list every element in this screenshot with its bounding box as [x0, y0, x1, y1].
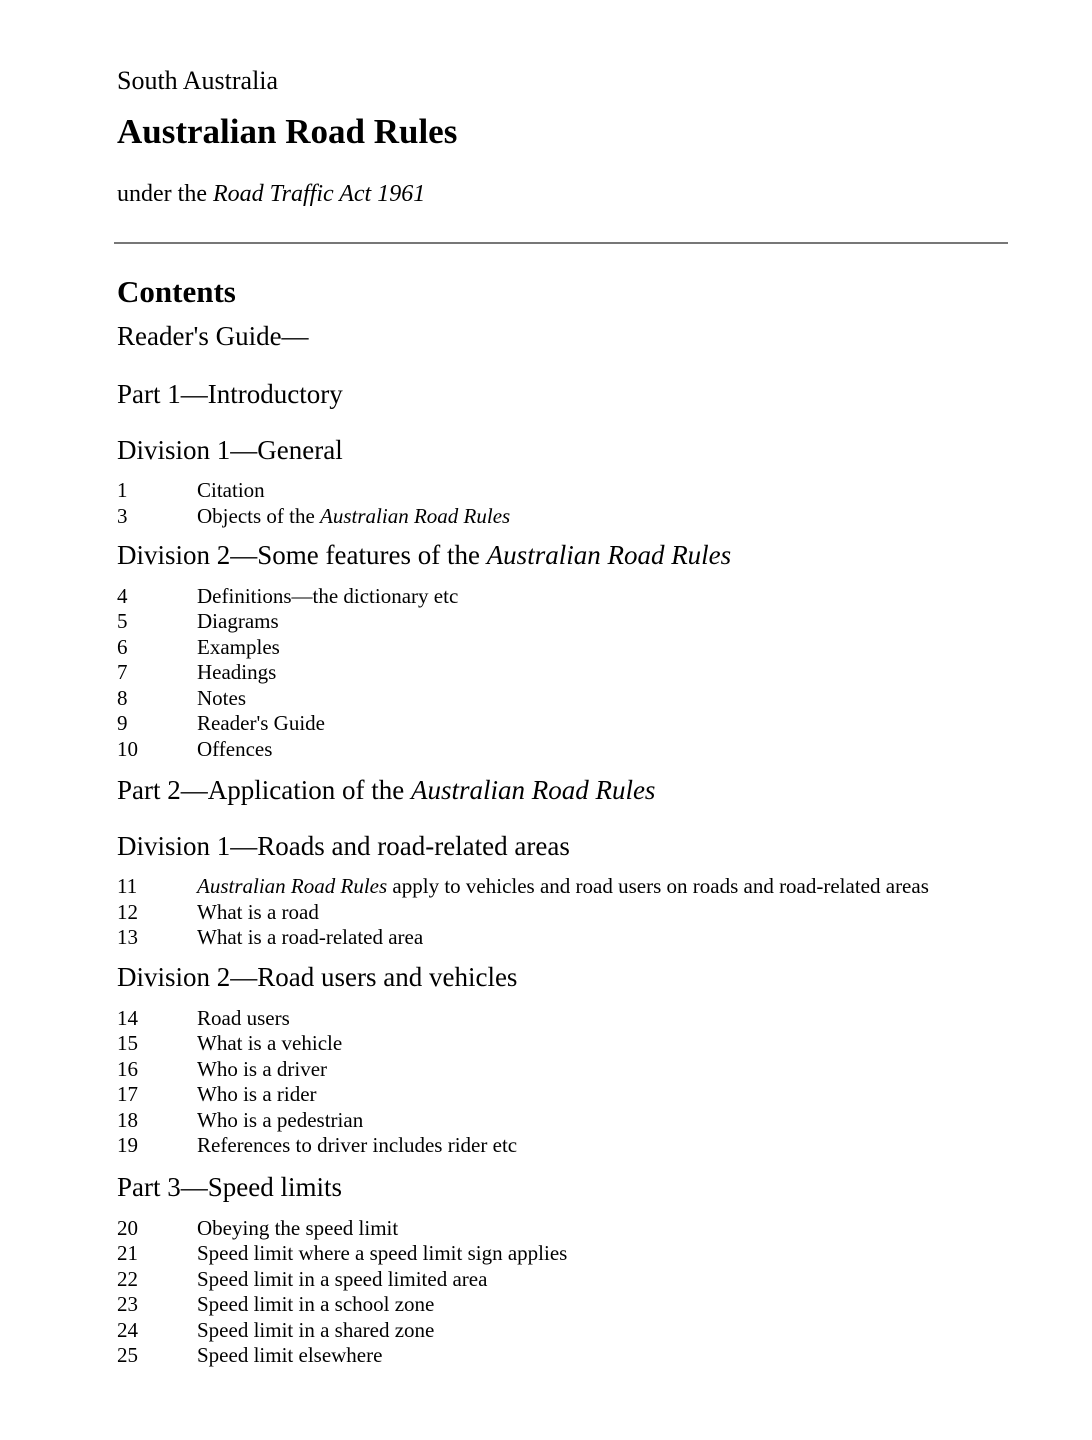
rule-title: Citation: [197, 478, 265, 502]
toc-part-2-division-2[interactable]: Division 2—Road users and vehicles: [117, 962, 518, 992]
rule-title: Offences: [197, 737, 273, 761]
rule-title: Speed limit where a speed limit sign applies: [197, 1241, 568, 1265]
rule-number: 20: [117, 1216, 138, 1240]
rule-number: 18: [117, 1108, 138, 1132]
horizontal-rule: [114, 242, 1008, 244]
rule-title: Speed limit in a shared zone: [197, 1318, 435, 1342]
rule-number: 14: [117, 1006, 138, 1030]
rule-number: 25: [117, 1343, 138, 1367]
rule-title: Obeying the speed limit: [197, 1216, 399, 1240]
rule-title: Diagrams: [197, 609, 279, 633]
toc-part-2[interactable]: [117, 773, 655, 807]
subtitle-prefix: under the: [117, 181, 213, 207]
rule-number: 17: [117, 1082, 138, 1106]
rule-title: Who is a pedestrian: [197, 1108, 364, 1132]
rule-title: Who is a rider: [197, 1082, 317, 1106]
rule-title-text: apply to vehicles and road users on roads and road-related areas: [387, 874, 929, 898]
toc-part-1-division-2[interactable]: [117, 538, 731, 572]
rule-title: References to driver includes rider etc: [197, 1133, 518, 1157]
rule-number: 5: [117, 609, 128, 633]
rule-number: 7: [117, 660, 128, 684]
rule-title: [197, 503, 510, 529]
rule-number: 9: [117, 711, 128, 735]
rule-number: 16: [117, 1057, 138, 1081]
rule-title: Definitions—the dictionary etc: [197, 584, 459, 608]
rule-number: 13: [117, 925, 138, 949]
toc-part-1[interactable]: Part 1—Introductory: [117, 379, 343, 409]
toc-part-3[interactable]: Part 3—Speed limits: [117, 1172, 342, 1202]
document-subtitle: [117, 178, 425, 210]
rule-title: What is a road: [197, 900, 319, 924]
rule-title: Headings: [197, 660, 277, 684]
rule-title: Who is a driver: [197, 1057, 328, 1081]
heading-text: Part 2—Application of the: [117, 775, 411, 805]
document-title: Australian Road Rules: [117, 112, 458, 151]
rule-number: 11: [117, 874, 138, 898]
rule-title: What is a vehicle: [197, 1031, 343, 1055]
rule-number: 6: [117, 635, 128, 659]
rule-title: Road users: [197, 1006, 290, 1030]
rule-number: 15: [117, 1031, 138, 1055]
rule-number: 1: [117, 478, 128, 502]
rule-number: 23: [117, 1292, 138, 1316]
rule-title: [197, 873, 929, 899]
rule-number: 3: [117, 504, 128, 528]
rule-number: 22: [117, 1267, 138, 1291]
rule-title: Reader's Guide: [197, 711, 325, 735]
toc-readers-guide[interactable]: Reader's Guide—: [117, 321, 309, 351]
rule-title: What is a road-related area: [197, 925, 424, 949]
toc-part-1-division-1[interactable]: Division 1—General: [117, 435, 343, 465]
rule-title-text: Objects of the: [197, 504, 321, 528]
rule-title-italic: Australian Road Rules: [197, 874, 388, 898]
rule-title: Speed limit in a speed limited area: [197, 1267, 488, 1291]
act-name-link[interactable]: Road Traffic Act 1961: [212, 181, 426, 207]
rule-title: Speed limit in a school zone: [197, 1292, 435, 1316]
rule-title: Notes: [197, 686, 246, 710]
rule-number: 19: [117, 1133, 138, 1157]
toc-part-2-division-1[interactable]: Division 1—Roads and road-related areas: [117, 831, 570, 861]
rule-number: 4: [117, 584, 128, 608]
rule-number: 21: [117, 1241, 138, 1265]
rule-title: Speed limit elsewhere: [197, 1343, 383, 1367]
rule-number: 24: [117, 1318, 138, 1342]
rule-number: 12: [117, 900, 138, 924]
rule-number: 8: [117, 686, 128, 710]
contents-heading: Contents: [117, 274, 236, 309]
rule-number: 10: [117, 737, 138, 761]
rule-title-italic: Australian Road Rules: [320, 504, 511, 528]
heading-text: Division 2—Some features of the: [117, 540, 487, 570]
jurisdiction: South Australia: [117, 66, 279, 95]
heading-italic: Australian Road Rules: [410, 775, 656, 805]
heading-italic: Australian Road Rules: [486, 540, 732, 570]
rule-title: Examples: [197, 635, 280, 659]
